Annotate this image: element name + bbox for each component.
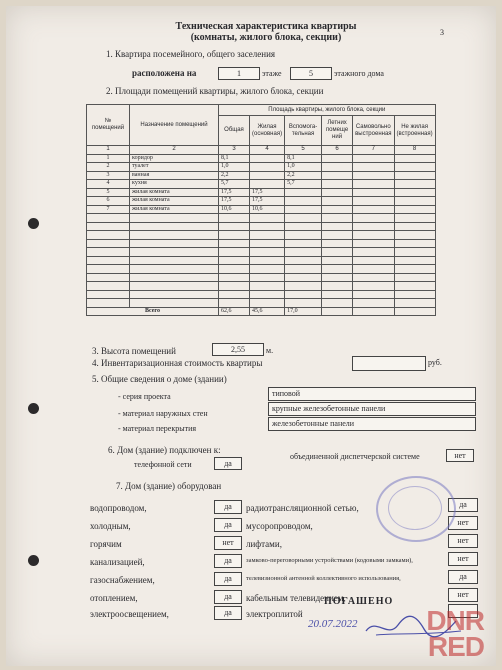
empty-cell	[322, 214, 353, 223]
empty-cell	[250, 214, 285, 223]
cell-name: ванная	[130, 171, 219, 180]
empty-cell	[130, 299, 219, 308]
empty-cell	[394, 197, 435, 206]
column-number: 4	[250, 146, 285, 155]
empty-cell	[322, 231, 353, 240]
equipment-label: лифтами,	[246, 539, 282, 549]
watermark-line1: DNR	[426, 605, 484, 636]
binder-hole	[28, 218, 39, 229]
table-row	[87, 188, 436, 197]
equipment-value: да	[214, 606, 242, 620]
empty-cell	[353, 239, 394, 248]
equipment-label: телевизионной антенной коллективного использования,	[246, 575, 401, 582]
empty-cell	[130, 290, 219, 299]
item4-label: 4. Инвентаризационная стоимость квартиры	[92, 358, 263, 368]
empty-cell	[353, 154, 394, 163]
total-living: 45,6	[250, 307, 285, 316]
equipment-value: да	[214, 554, 242, 568]
title-line1: Техническая характеристика квартиры	[175, 21, 357, 32]
empty-cell	[353, 205, 394, 214]
equipment-value: да	[448, 498, 478, 512]
empty-cell	[250, 273, 285, 282]
table-row	[87, 214, 436, 223]
empty-cell	[219, 256, 250, 265]
empty-cell	[394, 265, 435, 274]
empty-cell	[130, 214, 219, 223]
item7-label: 7. Дом (здание) оборудован	[116, 481, 222, 491]
table-row	[87, 231, 436, 240]
equipment-label: электроплитой	[246, 609, 303, 619]
total-aux: 17,0	[285, 307, 322, 316]
empty-cell	[219, 265, 250, 274]
item6-label: 6. Дом (здание) подключен к:	[108, 445, 221, 455]
cell-name: жилая комната	[130, 188, 219, 197]
th-summer: Летних помеще ний	[322, 116, 353, 146]
walls-field: крупные железобетонные панели	[268, 402, 476, 416]
watermark-line2: RED	[427, 631, 484, 662]
empty-cell	[394, 239, 435, 248]
binder-hole	[28, 555, 39, 566]
empty-cell	[394, 180, 435, 189]
floor-label: этаже	[262, 69, 282, 78]
equipment-label: мусоропроводом,	[246, 521, 313, 531]
item5-label: 5. Общие сведения о доме (здании)	[92, 374, 227, 384]
empty-cell	[394, 282, 435, 291]
empty-cell	[322, 239, 353, 248]
column-number: 1	[87, 146, 130, 155]
empty-cell	[394, 163, 435, 172]
item3-label: 3. Высота помещений	[92, 346, 176, 356]
item1-label: 1. Квартира посемейного, общего заселения	[106, 49, 276, 59]
th-total: Общая	[219, 116, 250, 146]
empty-cell	[87, 231, 130, 240]
th-purpose: Назначение помещений	[130, 105, 219, 146]
empty-cell	[250, 265, 285, 274]
table-row	[87, 205, 436, 214]
empty-cell	[353, 171, 394, 180]
empty-cell	[87, 265, 130, 274]
item2-label: 2. Площади помещений квартиры, жилого блока, секции	[106, 86, 324, 96]
empty-cell	[322, 180, 353, 189]
empty-cell	[394, 273, 435, 282]
empty-cell	[322, 299, 353, 308]
floors-total-label: этажного дома	[334, 69, 384, 78]
dispatch-field: нет	[446, 449, 474, 462]
empty-cell	[250, 222, 285, 231]
equipment-label: горячим	[90, 539, 122, 549]
equipment-value: нет	[448, 552, 478, 566]
cell-living: 10,6	[250, 205, 285, 214]
empty-cell	[394, 214, 435, 223]
empty-cell	[353, 197, 394, 206]
total-total: 62,6	[219, 307, 250, 316]
equipment-label: холодным,	[90, 521, 131, 531]
th-nonliving: Не жилая (встроенная)	[394, 116, 435, 146]
empty-cell	[353, 188, 394, 197]
cell-living: 17,5	[250, 197, 285, 206]
table-row	[87, 222, 436, 231]
empty-cell	[219, 248, 250, 257]
empty-cell	[322, 256, 353, 265]
walls-label: - материал наружных стен	[118, 409, 208, 418]
equipment-value: нет	[448, 534, 478, 548]
empty-cell	[130, 231, 219, 240]
empty-cell	[250, 239, 285, 248]
empty-cell	[353, 222, 394, 231]
empty-cell	[322, 188, 353, 197]
cell-name: коридор	[130, 154, 219, 163]
empty-cell	[219, 282, 250, 291]
areas-table	[86, 104, 436, 316]
empty-cell	[250, 290, 285, 299]
table-row	[87, 239, 436, 248]
cell-total: 17,5	[219, 197, 250, 206]
empty-cell	[353, 214, 394, 223]
empty-cell	[219, 214, 250, 223]
project-label: - серия проекта	[118, 392, 171, 401]
empty-cell	[353, 265, 394, 274]
empty-cell	[394, 231, 435, 240]
table-row	[87, 273, 436, 282]
cell-living	[250, 171, 285, 180]
phone-label: телефонной сети	[134, 460, 192, 469]
table-row	[87, 256, 436, 265]
empty-cell	[250, 256, 285, 265]
table-row	[87, 197, 436, 206]
cell-total: 1,0	[219, 163, 250, 172]
empty-cell	[322, 222, 353, 231]
floors-total-field: 5	[290, 67, 332, 80]
empty-cell	[130, 256, 219, 265]
th-living: Жилая (основная)	[250, 116, 285, 146]
cell-total: 10,6	[219, 205, 250, 214]
empty-cell	[219, 290, 250, 299]
dispatch-label: объединенной диспетчерской системе	[290, 452, 420, 461]
empty-cell	[394, 256, 435, 265]
empty-cell	[285, 282, 322, 291]
document-page	[6, 6, 496, 666]
empty-cell	[130, 282, 219, 291]
equipment-label: водопроводом,	[90, 503, 147, 513]
empty-cell	[394, 188, 435, 197]
cell-living: 17,5	[250, 188, 285, 197]
empty-cell	[285, 222, 322, 231]
cell-aux: 1,0	[285, 163, 322, 172]
located-on-label: расположена на	[132, 68, 197, 78]
th-num: № помещений	[87, 105, 130, 146]
cell-aux: 8,1	[285, 154, 322, 163]
empty-cell	[87, 299, 130, 308]
empty-cell	[285, 265, 322, 274]
table-row	[87, 163, 436, 172]
cell-name: туалет	[130, 163, 219, 172]
cell-n: 1	[87, 154, 130, 163]
equipment-value: нет	[448, 588, 478, 602]
column-number: 7	[353, 146, 394, 155]
empty-cell	[322, 154, 353, 163]
equipment-label: газоснабжением,	[90, 575, 155, 585]
column-number: 6	[322, 146, 353, 155]
column-number-row	[87, 146, 436, 155]
empty-cell	[394, 248, 435, 257]
empty-cell	[285, 214, 322, 223]
cell-living	[250, 154, 285, 163]
empty-cell	[219, 222, 250, 231]
empty-cell	[219, 239, 250, 248]
empty-cell	[250, 248, 285, 257]
equipment-value: да	[214, 590, 242, 604]
column-number: 8	[394, 146, 435, 155]
equipment-label: электроосвещением,	[90, 609, 169, 619]
total-row	[87, 307, 436, 316]
empty-cell	[219, 231, 250, 240]
equipment-label: отоплением,	[90, 593, 138, 603]
empty-cell	[87, 239, 130, 248]
empty-cell	[250, 299, 285, 308]
empty-cell	[353, 256, 394, 265]
empty-cell	[394, 205, 435, 214]
empty-cell	[130, 273, 219, 282]
empty-cell	[87, 290, 130, 299]
cell-name: жилая комната	[130, 205, 219, 214]
cost-unit: руб.	[428, 358, 442, 367]
empty-cell	[250, 231, 285, 240]
empty-cell	[322, 171, 353, 180]
empty-cell	[394, 299, 435, 308]
empty-cell	[285, 239, 322, 248]
empty-cell	[322, 197, 353, 206]
signature-date: 20.07.2022	[308, 618, 358, 630]
cell-aux: 5,7	[285, 180, 322, 189]
empty-cell	[322, 290, 353, 299]
cell-n: 6	[87, 197, 130, 206]
table-row	[87, 248, 436, 257]
table-row	[87, 299, 436, 308]
empty-cell	[285, 248, 322, 257]
cell-n: 7	[87, 205, 130, 214]
cell-name: кухня	[130, 180, 219, 189]
cell-n: 3	[87, 171, 130, 180]
empty-cell	[394, 222, 435, 231]
empty-cell	[353, 282, 394, 291]
equipment-value: да	[214, 500, 242, 514]
table-row	[87, 171, 436, 180]
empty-cell	[353, 248, 394, 257]
empty-cell	[322, 273, 353, 282]
cell-aux: 2,2	[285, 171, 322, 180]
equipment-label: замково-переговорными устройствами (кодовыми замками),	[246, 557, 413, 564]
height-field: 2,55	[212, 343, 264, 356]
round-stamp-inner	[388, 486, 442, 530]
table-row	[87, 154, 436, 163]
th-area-group: Площадь квартиры, жилого блока, секции	[219, 105, 436, 116]
empty-cell	[250, 282, 285, 291]
empty-cell	[87, 282, 130, 291]
column-number: 3	[219, 146, 250, 155]
table-row	[87, 290, 436, 299]
empty-cell	[353, 163, 394, 172]
empty-cell	[87, 256, 130, 265]
equipment-value: да	[448, 570, 478, 584]
empty-cell	[322, 248, 353, 257]
title-line2: (комнаты, жилого блока, секции)	[190, 32, 342, 43]
phone-field: да	[214, 457, 242, 470]
empty-cell	[87, 222, 130, 231]
equipment-value: нет	[214, 536, 242, 550]
cell-aux	[285, 188, 322, 197]
empty-cell	[353, 231, 394, 240]
empty-cell	[130, 265, 219, 274]
total-label: Всего	[87, 307, 219, 316]
empty-cell	[322, 205, 353, 214]
th-selfbuilt: Самовольно выстроенная	[353, 116, 394, 146]
cost-field	[352, 356, 426, 371]
empty-cell	[87, 214, 130, 223]
empty-cell	[219, 299, 250, 308]
cell-total: 2,2	[219, 171, 250, 180]
empty-cell	[130, 248, 219, 257]
empty-cell	[285, 256, 322, 265]
equipment-label: канализацией,	[90, 557, 145, 567]
watermark	[426, 605, 484, 662]
project-field: типовой	[268, 387, 476, 401]
floors-material-field: железобетонные панели	[268, 417, 476, 431]
empty-cell	[87, 273, 130, 282]
cell-total: 5,7	[219, 180, 250, 189]
empty-cell	[130, 239, 219, 248]
cell-living	[250, 163, 285, 172]
column-number: 5	[285, 146, 322, 155]
equipment-value: да	[214, 518, 242, 532]
table-row	[87, 282, 436, 291]
floor-field: 1	[218, 67, 260, 80]
cell-n: 5	[87, 188, 130, 197]
cell-n: 4	[87, 180, 130, 189]
empty-cell	[285, 290, 322, 299]
table-row	[87, 265, 436, 274]
empty-cell	[353, 180, 394, 189]
height-unit: м.	[266, 346, 274, 355]
empty-cell	[353, 290, 394, 299]
empty-cell	[322, 163, 353, 172]
floors-material-label: - материал перекрытия	[118, 424, 197, 433]
empty-cell	[219, 273, 250, 282]
empty-cell	[87, 248, 130, 257]
empty-cell	[353, 299, 394, 308]
empty-cell	[322, 282, 353, 291]
cell-total: 17,5	[219, 188, 250, 197]
column-number: 2	[130, 146, 219, 155]
cell-n: 2	[87, 163, 130, 172]
empty-cell	[285, 231, 322, 240]
cell-name: жилая комната	[130, 197, 219, 206]
cell-total: 8,1	[219, 154, 250, 163]
empty-cell	[285, 273, 322, 282]
binder-hole	[28, 403, 39, 414]
empty-cell	[322, 265, 353, 274]
table-row	[87, 180, 436, 189]
th-aux: Вспомога-тельная	[285, 116, 322, 146]
empty-cell	[394, 290, 435, 299]
cell-living	[250, 180, 285, 189]
empty-cell	[130, 222, 219, 231]
equipment-value: нет	[448, 516, 478, 530]
empty-cell	[285, 299, 322, 308]
empty-cell	[394, 171, 435, 180]
equipment-label: кабельным телевидением,	[246, 593, 346, 603]
empty-cell	[353, 273, 394, 282]
empty-cell	[394, 154, 435, 163]
cell-aux	[285, 197, 322, 206]
page-number: 3	[440, 28, 444, 37]
equipment-label: радиотрансляционной сетью,	[246, 503, 359, 513]
cancelled-stamp: ПОГАШЕНО	[324, 596, 394, 607]
equipment-value: да	[214, 572, 242, 586]
cell-aux	[285, 205, 322, 214]
